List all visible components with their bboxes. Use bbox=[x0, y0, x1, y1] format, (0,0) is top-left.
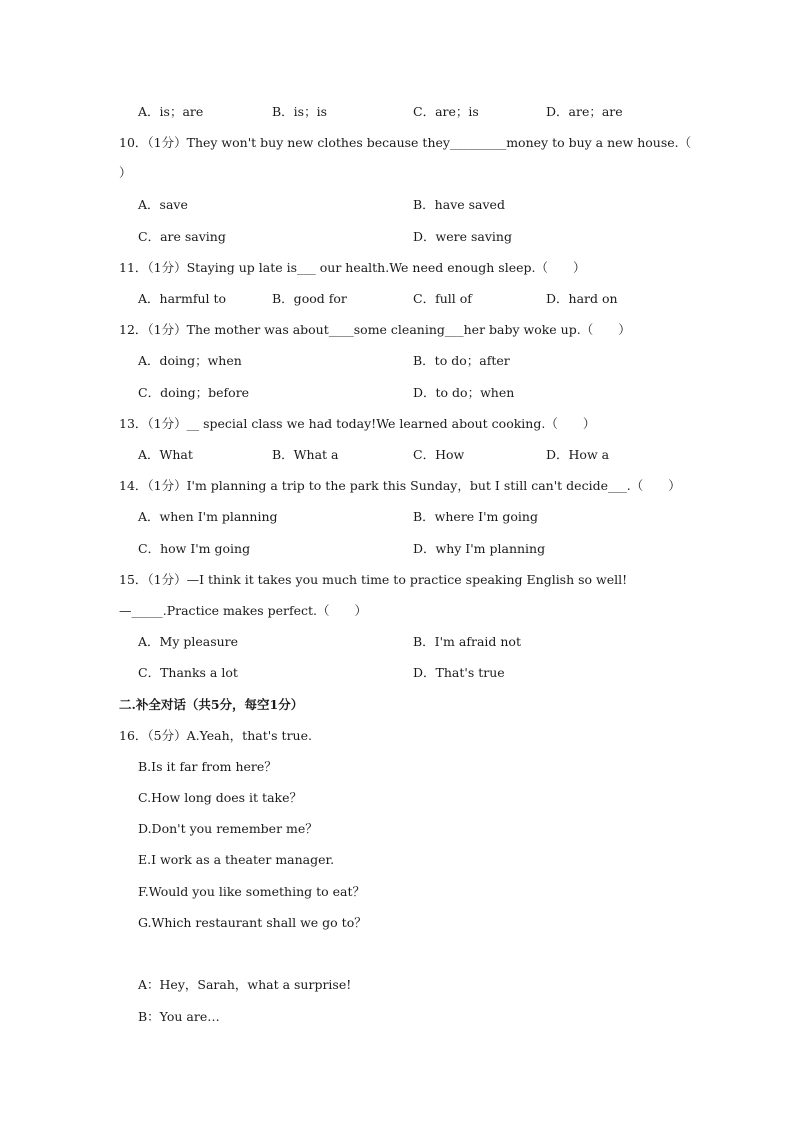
q10-option-a[interactable]: A．save bbox=[138, 197, 188, 212]
q16-choice-e: E.I work as a theater manager. bbox=[138, 852, 335, 867]
q11-option-b[interactable]: B．good for bbox=[272, 291, 347, 306]
dialogue-line-a: A：Hey，Sarah，what a surprise! bbox=[138, 977, 352, 992]
q9-option-a[interactable]: A．is；are bbox=[138, 104, 204, 119]
q13-option-d[interactable]: D．How a bbox=[546, 447, 610, 462]
q11-option-d[interactable]: D．hard on bbox=[546, 291, 618, 306]
q12-option-c[interactable]: C．doing；before bbox=[138, 385, 250, 400]
q16-choice-b: B.Is it far from here？ bbox=[138, 759, 277, 774]
q12-option-a[interactable]: A．doing；when bbox=[138, 353, 242, 368]
q16-choice-c: C.How long does it take？ bbox=[138, 790, 302, 805]
q9-option-d[interactable]: D．are；are bbox=[546, 104, 623, 119]
q15-stem-response: —_____.Practice makes perfect.（ ） bbox=[119, 603, 368, 618]
q13-option-c[interactable]: C．How bbox=[413, 447, 465, 462]
q12-option-b[interactable]: B．to do；after bbox=[413, 353, 510, 368]
q9-option-b[interactable]: B．is；is bbox=[272, 104, 328, 119]
q14-option-a[interactable]: A．when I'm planning bbox=[138, 509, 278, 524]
q14-option-c[interactable]: C．how I'm going bbox=[138, 541, 251, 556]
q13-stem: 13．（1分）__ special class we had today!We learned about cooking.（ ） bbox=[119, 416, 596, 431]
q16-stem: 16．（5分）A.Yeah，that's true. bbox=[119, 728, 312, 743]
q10-stem: 10．（1分）They won't buy new clothes because they_________money to buy a new house.（ bbox=[119, 135, 692, 150]
q11-stem: 11．（1分）Staying up late is___ our health.We need enough sleep.（ ） bbox=[119, 260, 586, 275]
q16-choice-f: F.Would you like something to eat？ bbox=[138, 884, 365, 899]
q10-stem-continued: ） bbox=[119, 165, 132, 180]
q15-option-c[interactable]: C．Thanks a lot bbox=[138, 665, 238, 680]
q16-choice-d: D.Don't you remember me？ bbox=[138, 821, 318, 836]
q10-option-d[interactable]: D．were saving bbox=[413, 229, 512, 244]
q12-option-d[interactable]: D．to do；when bbox=[413, 385, 515, 400]
q13-option-a[interactable]: A．What bbox=[138, 447, 193, 462]
q15-option-b[interactable]: B．I'm afraid not bbox=[413, 634, 521, 649]
q13-option-b[interactable]: B．What a bbox=[272, 447, 339, 462]
q15-option-d[interactable]: D．That's true bbox=[413, 665, 505, 680]
q9-option-c[interactable]: C．are；is bbox=[413, 104, 479, 119]
q14-stem: 14．（1分）I'm planning a trip to the park this Sunday，but I still can't decide___.（ ） bbox=[119, 478, 681, 493]
q15-stem: 15．（1分）—I think it takes you much time to practice speaking English so well! bbox=[119, 572, 628, 587]
q12-stem: 12．（1分）The mother was about____some cleaning___her baby woke up.（ ） bbox=[119, 322, 631, 337]
q14-option-d[interactable]: D．why I'm planning bbox=[413, 541, 546, 556]
q15-option-a[interactable]: A．My pleasure bbox=[138, 634, 239, 649]
q10-option-c[interactable]: C．are saving bbox=[138, 229, 226, 244]
q10-option-b[interactable]: B．have saved bbox=[413, 197, 505, 212]
dialogue-line-b: B：You are… bbox=[138, 1009, 220, 1024]
q14-option-b[interactable]: B．where I'm going bbox=[413, 509, 538, 524]
section-heading: 二.补全对话（共5分，每空1分） bbox=[119, 697, 304, 712]
q11-option-a[interactable]: A．harmful to bbox=[138, 291, 227, 306]
q11-option-c[interactable]: C．full of bbox=[413, 291, 472, 306]
q16-choice-g: G.Which restaurant shall we go to？ bbox=[138, 915, 367, 930]
